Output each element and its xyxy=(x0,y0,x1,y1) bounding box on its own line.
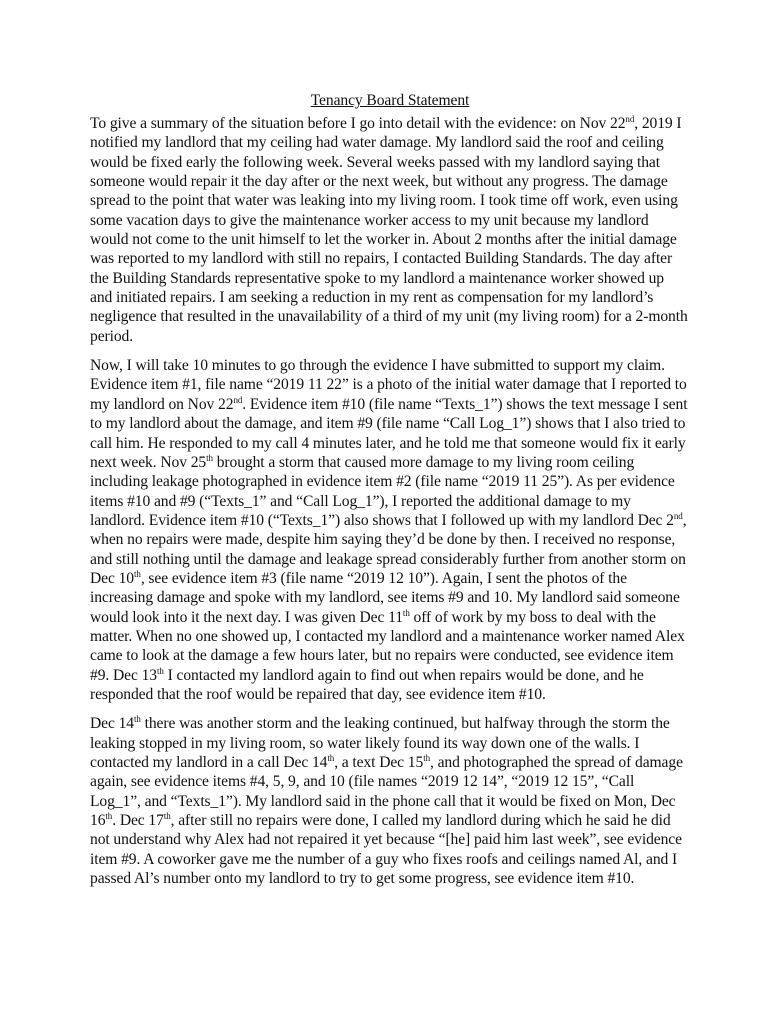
text-line xyxy=(90,375,690,394)
text-run: would look into it the next day. I was given Dec 11 xyxy=(90,608,403,626)
text-line xyxy=(90,608,690,627)
text-line xyxy=(90,434,690,453)
text-run: my landlord on Nov 22 xyxy=(90,395,234,413)
text-run: , see evidence item #3 (file name “2019 12 10”). Again, I sent the photos of the xyxy=(140,569,627,587)
document-body xyxy=(90,114,690,888)
document-title: Tenancy Board Statement xyxy=(310,92,470,109)
text-run: brought a storm that caused more damage to my living room ceiling xyxy=(212,453,635,471)
text-line xyxy=(90,327,690,346)
text-run: Dec 10 xyxy=(90,569,134,587)
text-run: came to look at the damage a few hours later, but no repairs were conducted, see evidence item xyxy=(90,647,674,665)
text-run: To give a summary of the situation before I go into detail with the evidence: on Nov 22 xyxy=(90,115,626,132)
text-line xyxy=(90,230,690,249)
text-run: negligence that resulted in the unavailability of a third of my unit (my living room) for a 2-month xyxy=(90,308,688,326)
text-line xyxy=(90,172,690,191)
text-line xyxy=(90,269,690,288)
text-run: Evidence item #1, file name “2019 11 22” is a photo of the initial water damage that I reported to xyxy=(90,376,687,394)
text-run: matter. When no one showed up, I contacted my landlord and a maintenance worker named Alex xyxy=(90,627,685,645)
ordinal-superscript: th xyxy=(423,753,431,763)
text-line xyxy=(90,569,690,588)
paragraph xyxy=(90,114,690,346)
text-run: some vacation days to give the maintenance worker access to my unit because my landlord xyxy=(90,211,649,229)
ordinal-superscript: th xyxy=(163,811,171,822)
text-line xyxy=(90,153,690,172)
text-line xyxy=(90,714,690,733)
text-run: Now, I will take 10 minutes to go through the evidence I have submitted to support my claim. xyxy=(90,357,665,375)
text-run: 16 xyxy=(90,812,106,830)
text-line xyxy=(90,472,690,491)
text-run: would not come to the unit himself to let the worker in. About 2 months after the initial damage xyxy=(90,231,677,249)
text-run: spread to the point that water was leaking into my living room. I took time off work, even using xyxy=(90,192,678,210)
text-line xyxy=(90,646,690,665)
ordinal-superscript: th xyxy=(157,665,164,676)
text-run: next week. Nov 25 xyxy=(90,453,207,471)
ordinal-superscript: th xyxy=(134,568,141,579)
text-line xyxy=(90,869,690,888)
text-run: . Evidence item #10 (file name “Texts_1”) shows the text message I sent xyxy=(242,395,688,413)
text-run: someone would repair it the day after or the next week, but without any progress. The damage xyxy=(90,173,668,191)
ordinal-superscript: nd xyxy=(673,510,683,521)
text-run: notified my landlord that my ceiling had water damage. My landlord said the roof and ceiling xyxy=(90,134,664,152)
text-run: and still nothing until the damage and leakage spread considerably further from another storm on xyxy=(90,550,686,568)
text-line xyxy=(90,685,690,704)
text-run: not understand why Alex had not repaired it yet because “[he] paid him last week”, see evidence xyxy=(90,831,682,849)
ordinal-superscript: th xyxy=(105,811,113,822)
text-line xyxy=(90,588,690,607)
ordinal-superscript: th xyxy=(402,607,410,618)
text-line xyxy=(90,530,690,549)
text-line xyxy=(90,133,690,152)
text-line xyxy=(90,550,690,569)
text-line xyxy=(90,511,690,530)
text-run: there was another storm and the leaking continued, but halfway through the storm the xyxy=(140,715,670,733)
text-run: was reported to my landlord with still no repairs, I contacted Building Standards. The day after xyxy=(90,250,673,268)
text-line xyxy=(90,627,690,646)
text-line xyxy=(90,753,690,772)
text-run: responded that the roof would be repaired that day, see evidence item #10. xyxy=(90,685,546,703)
text-run: again, see evidence items #4, 5, 9, and 10 (file names “2019 12 14”, “2019 12 15”, “Call xyxy=(90,773,635,791)
text-line xyxy=(90,772,690,791)
ordinal-superscript: th xyxy=(327,753,335,763)
text-line xyxy=(90,666,690,685)
text-run: when no repairs were made, despite him saying they’d be done by then. I received no response, xyxy=(90,531,676,549)
text-line xyxy=(90,492,690,511)
text-line xyxy=(90,395,690,414)
text-line xyxy=(90,792,690,811)
text-run: increasing damage and spoke with my landlord, see items #9 and 10. My landlord said someone xyxy=(90,589,680,607)
text-line xyxy=(90,811,690,830)
text-line xyxy=(90,307,690,326)
ordinal-superscript: th xyxy=(134,714,141,725)
text-run: and initiated repairs. I am seeking a reduction in my rent as compensation for my landlord’s xyxy=(90,289,654,307)
paragraph xyxy=(90,714,690,888)
text-line xyxy=(90,211,690,230)
text-line xyxy=(90,356,690,375)
ordinal-superscript: nd xyxy=(625,114,635,124)
text-run: , and photographed the spread of damage xyxy=(430,754,683,771)
text-run: passed Al’s number onto my landlord to try to get some progress, see evidence item #10. xyxy=(90,870,635,888)
text-line xyxy=(90,414,690,433)
text-run: , xyxy=(682,511,687,529)
text-run: the Building Standards representative spoke to my landlord a maintenance worker showed up xyxy=(90,269,664,287)
text-line xyxy=(90,191,690,210)
text-run: call him. He responded to my call 4 minutes later, and he told me that someone would fix it early xyxy=(90,434,686,452)
text-line xyxy=(90,288,690,307)
text-line xyxy=(90,453,690,472)
text-run: to my landlord about the damage, and item #9 (file name “Call Log_1”) shows that I also tried to xyxy=(90,415,686,433)
text-line xyxy=(90,114,690,133)
text-run: , 2019 I xyxy=(634,115,682,132)
text-run: I contacted my landlord again to find out when repairs would be done, and he xyxy=(163,666,644,684)
text-run: Log_1”, and “Texts_1”). My landlord said in the phone call that it would be fixed on Mon, Dec xyxy=(90,792,676,810)
text-run: , a text Dec 15 xyxy=(334,754,424,771)
paragraph xyxy=(90,356,690,704)
text-run: would be fixed early the following week. Several weeks passed with my landlord saying that xyxy=(90,153,660,171)
text-run: . Dec 17 xyxy=(112,812,164,830)
ordinal-superscript: nd xyxy=(233,394,243,405)
text-line xyxy=(90,734,690,753)
text-line xyxy=(90,850,690,869)
text-run: period. xyxy=(90,327,134,345)
document-page xyxy=(90,91,690,898)
text-run: #9. Dec 13 xyxy=(90,666,157,684)
ordinal-superscript: th xyxy=(206,452,213,463)
text-line xyxy=(90,249,690,268)
text-line xyxy=(90,830,690,849)
text-run: item #9. A coworker gave me the number of a guy who fixes roofs and ceilings named Al, and I xyxy=(90,850,678,868)
text-run: off of work by my boss to deal with the xyxy=(409,608,656,626)
text-run: landlord. Evidence item #10 (“Texts_1”) also shows that I followed up with my landlord Dec 2 xyxy=(90,511,674,529)
text-run: contacted my landlord in a call Dec 14 xyxy=(90,754,328,771)
text-run: including leakage photographed in evidence item #2 (file name “2019 11 25”). As per evidence xyxy=(90,473,675,491)
text-run: , after still no repairs were done, I called my landlord during which he said he did xyxy=(170,812,671,830)
text-run: Dec 14 xyxy=(90,715,134,733)
text-run: items #10 and #9 (“Texts_1” and “Call Log_1”), I reported the additional damage to my xyxy=(90,492,631,510)
text-run: leaking stopped in my living room, so water likely found its way down one of the walls. I xyxy=(90,734,640,752)
